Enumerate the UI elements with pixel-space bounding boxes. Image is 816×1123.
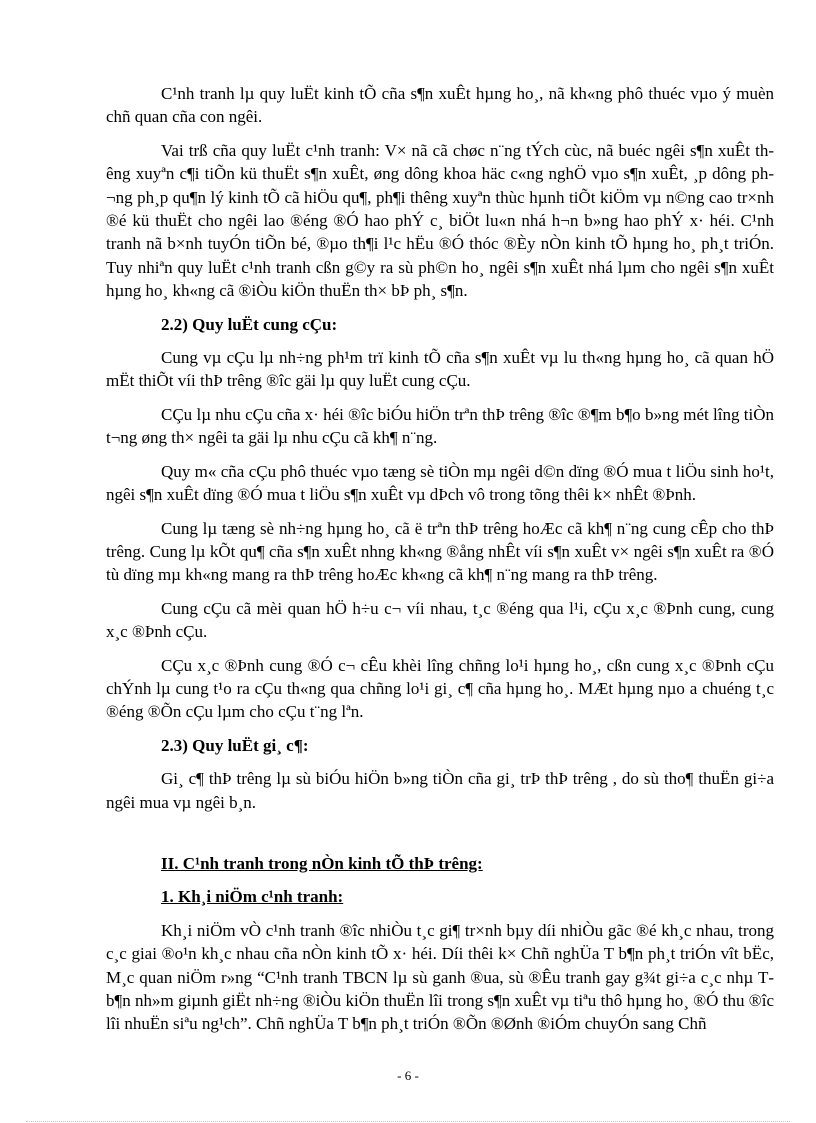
heading-price-law: 2.3) Quy luËt gi¸ c¶: [161,735,309,755]
page-content [106,82,774,1046]
paragraph-demand-def: CÇu lµ nhu cÇu cña x· héi ®îc biÓu hiÖn trªn thÞ trêng ®îc ®¶m b¶o b»ng mét lîng tiÒn t¬ng øng th× ngêi ta gäi lµ nhu cÇu cã kh¶ n¨ng. [106,404,774,448]
paragraph-supply-demand-def: Cung vµ cÇu lµ nh÷ng ph¹m trï kinh tÕ cña s¶n xuÊt vµ lu th«ng hµng ho¸ cã quan hÖ mËt thiÕt víi thÞ trêng ®îc gäi lµ quy luËt cung cÇu. [106,348,774,391]
heading-section-ii-text: II. C¹nh tranh trong nÒn kinh tÕ thÞ trêng: [161,853,483,873]
paragraph-demand-determines-supply: CÇu x¸c ®Þnh cung ®Ó c¬ cÊu khèi lîng chñng lo¹i hµng ho¸, cßn cung x¸c ®Þnh cÇu chÝnh lµ cung t¹o ra cÇu th«ng qua chñng lo¹i gi¸ c¶ cña hµng ho¸. MÆt hµng nµo a chuéng t¸c ®éng ®Õn cÇu lµm cho cÇu t¨ng lªn. [106,655,774,722]
paragraph-demand-scale: Quy m« cña cÇu phô thuéc vµo tæng sè tiÒn mµ ngêi d©n dïng ®Ó mua t liÖu sinh ho¹t, ngêi s¶n xuÊt dïng ®Ó mua t liÖu s¶n xuÊt vµ dÞch vô trong tõng thêi k× nhÊt ®Þnh. [106,461,774,505]
heading-competition-concept [106,885,774,908]
paragraph-competition-role: Vai trß cña quy luËt c¹nh tranh: V× nã cã chøc n¨ng tÝch cùc, nã buéc ngêi s¶n xuÊt thêng xuyªn c¶i tiÕn kü thuËt s¶n xuÊt, øng dông khoa häc c«ng nghÖ vµo s¶n xuÊt, ¸p dông ph¬ng ph¸p qu¶n lý kinh tÕ cã hiÖu qu¶, ph¶i thêng xuyªn thùc hµnh tiÕt kiÖm vµ n©ng cao tr×nh ®é kü thuËt cho ngêi lao ®éng ®Ó hao phÝ c¸ biÖt lu«n nhá h¬n b»ng hao phÝ x· héi. C¹nh tranh nã b×nh tuyÓn tiÕn bé, ®µo th¶i l¹c hËu ®Ó thóc ®Èy nÒn kinh tÕ hµng ho¸ ph¸t triÓn. Tuy nhiªn quy luËt c¹nh tranh cßn g©y ra sù ph©n ho¸ ngêi s¶n xuÊt nhá lµm cho ngêi s¶n xuÊt hµng ho¸ kh«ng cã ®iÒu kiÖn thuËn th× bÞ ph¸ s¶n. [106,140,774,301]
heading-section-ii [106,852,774,875]
page-number: - 6 - [397,1068,419,1083]
paragraph-competition-concept: Kh¸i niÖm vÒ c¹nh tranh ®îc nhiÒu t¸c gi¶ tr×nh bµy díi nhiÒu gãc ®é kh¸c nhau, trong c¸c giai ®o¹n kh¸c nhau cña nÒn kinh tÕ x· héi. Díi thêi k× Chñ nghÜa T b¶n ph¸t triÓn vît bËc, M¸c quan niÖm r»ng “C¹nh tranh TBCN lµ sù ganh ®ua, sù ®Êu tranh gay g¾t gi÷a c¸c nhµ T b¶n nh»m giµnh giËt nh÷ng ®iÒu kiÖn thuËn lîi trong s¶n xuÊt vµ tiªu thô hµng ho¸ ®Ó thu ®îc lîi nhuËn siªu ng¹ch”. Chñ nghÜa T b¶n ph¸t triÓn ®Õn ®Ønh ®iÓm chuyÓn sang Chñ [106,920,774,1034]
heading-competition-concept-text: 1. Kh¸i niÖm c¹nh tranh: [161,887,344,907]
paragraph-supply-def: Cung lµ tæng sè nh÷ng hµng ho¸ cã ë trªn thÞ trêng hoÆc cã kh¶ n¨ng cung cÊp cho thÞ trêng. Cung lµ kÕt qu¶ cña s¶n xuÊt nhng kh«ng ®ång nhÊt víi s¶n xuÊt v× ngêi s¶n xuÊt ra ®Ó tù dïng mµ kh«ng mang ra thÞ trêng hoÆc kh«ng cã kh¶ n¨ng mang ra thÞ trêng. [106,518,774,585]
page-bottom-rule [26,1121,790,1122]
paragraph-competition-law: C¹nh tranh lµ quy luËt kinh tÕ cña s¶n xuÊt hµng ho¸, nã kh«ng phô thuéc vµo ý muèn chñ quan cña con ngêi. [106,84,774,127]
heading-supply-demand: 2.2) Quy luËt cung cÇu: [161,314,338,334]
paragraph-supply-demand-relation: Cung cÇu cã mèi quan hÖ h÷u c¬ víi nhau, t¸c ®éng qua l¹i, cÇu x¸c ®Þnh cung, cung x¸c ®Þnh cÇu. [106,598,774,642]
paragraph-market-price: Gi¸ c¶ thÞ trêng lµ sù biÓu hiÖn b»ng tiÒn cña gi¸ trÞ thÞ trêng , do sù tho¶ thuËn gi÷a ngêi mua vµ ngêi b¸n. [106,769,774,812]
